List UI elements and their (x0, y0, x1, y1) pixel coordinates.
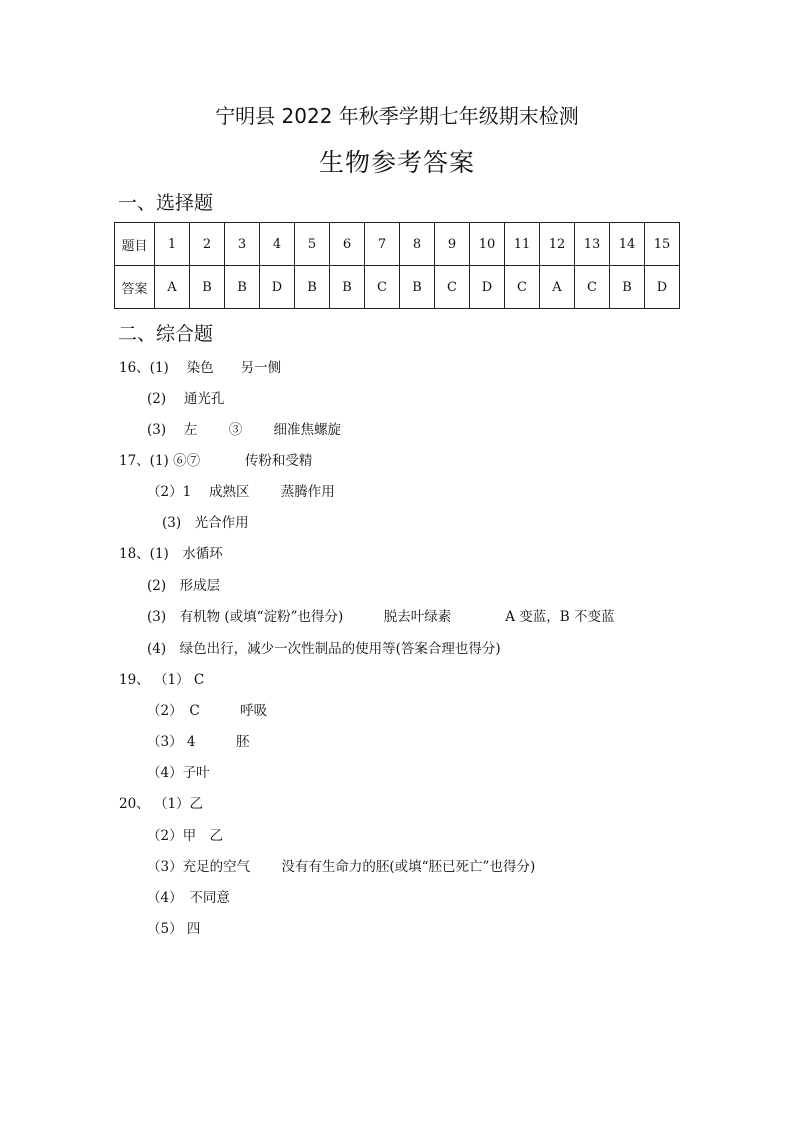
section-heading-comprehensive: 二、综合题 (118, 323, 214, 345)
answer-line-19-4: （4）子叶 (147, 765, 210, 781)
answer-cell: B (610, 266, 645, 309)
answer-cell: B (295, 266, 330, 309)
answer-table (114, 222, 680, 309)
answer-line-20-4: （4） 不同意 (147, 890, 230, 906)
answer-line-18-3: (3) 有机物 (或填“淀粉”也得分) 脱去叶绿素 A 变蓝，B 不变蓝 (147, 609, 615, 625)
answer-line-17-1: 17、(1) ⑥⑦ 传粉和受精 (119, 453, 313, 469)
table-header-cell: 答案 (115, 266, 155, 309)
answer-cell: A (540, 266, 575, 309)
table-header-cell: 题目 (115, 223, 155, 266)
answer-cell: B (190, 266, 225, 309)
answer-line-18-4: (4) 绿色出行，减少一次性制品的使用等(答案合理也得分) (147, 641, 501, 657)
question-number-cell: 10 (470, 223, 505, 266)
question-number-cell: 5 (295, 223, 330, 266)
answer-cell: C (365, 266, 400, 309)
question-number-cell: 1 (155, 223, 190, 266)
answer-line-20-1: 20、 （1）乙 (119, 796, 204, 812)
question-number-cell: 8 (400, 223, 435, 266)
answer-line-19-3: （3） 4 胚 (147, 734, 250, 750)
document-subtitle: 生物参考答案 (318, 148, 475, 177)
answer-line-16-3: (3) 左 ③ 细准焦螺旋 (147, 422, 341, 438)
answer-line-16-2: (2) 通光孔 (147, 391, 225, 407)
question-number-cell: 14 (610, 223, 645, 266)
answer-cell: B (225, 266, 260, 309)
answer-cell: D (260, 266, 295, 309)
answer-cell: A (155, 266, 190, 309)
question-number-cell: 13 (575, 223, 610, 266)
table-row-questions (115, 223, 680, 266)
answer-line-17-2: （2）1 成熟区 蒸腾作用 (147, 484, 335, 500)
answer-line-19-2: （2） C 呼吸 (147, 703, 268, 719)
question-number-cell: 15 (645, 223, 680, 266)
answer-cell: B (330, 266, 365, 309)
question-number-cell: 12 (540, 223, 575, 266)
question-number-cell: 4 (260, 223, 295, 266)
question-number-cell: 2 (190, 223, 225, 266)
answer-line-16-1: 16、(1) 染色 另一侧 (119, 360, 282, 376)
question-number-cell: 6 (330, 223, 365, 266)
answer-cell: D (645, 266, 680, 309)
answer-line-17-3: (3) 光合作用 (162, 515, 249, 531)
document-title: 宁明县 2022 年秋季学期七年级期末检测 (215, 104, 579, 128)
answer-line-20-3: （3）充足的空气 没有有生命力的胚(或填“胚已死亡”也得分) (147, 859, 536, 875)
question-number-cell: 9 (435, 223, 470, 266)
section-heading-choice: 一、选择题 (118, 192, 214, 214)
answer-line-20-2: （2）甲 乙 (147, 828, 224, 844)
answer-cell: C (575, 266, 610, 309)
question-number-cell: 7 (365, 223, 400, 266)
answer-line-18-1: 18、(1) 水循环 (119, 546, 223, 562)
table-row-answers (115, 266, 680, 309)
question-number-cell: 11 (505, 223, 540, 266)
answer-cell: B (400, 266, 435, 309)
answer-cell: D (470, 266, 505, 309)
answer-line-18-2: (2) 形成层 (147, 578, 221, 594)
answer-cell: C (435, 266, 470, 309)
answer-cell: C (505, 266, 540, 309)
answer-line-19-1: 19、 （1） C (119, 672, 205, 688)
answer-line-20-5: （5） 四 (147, 921, 201, 937)
question-number-cell: 3 (225, 223, 260, 266)
